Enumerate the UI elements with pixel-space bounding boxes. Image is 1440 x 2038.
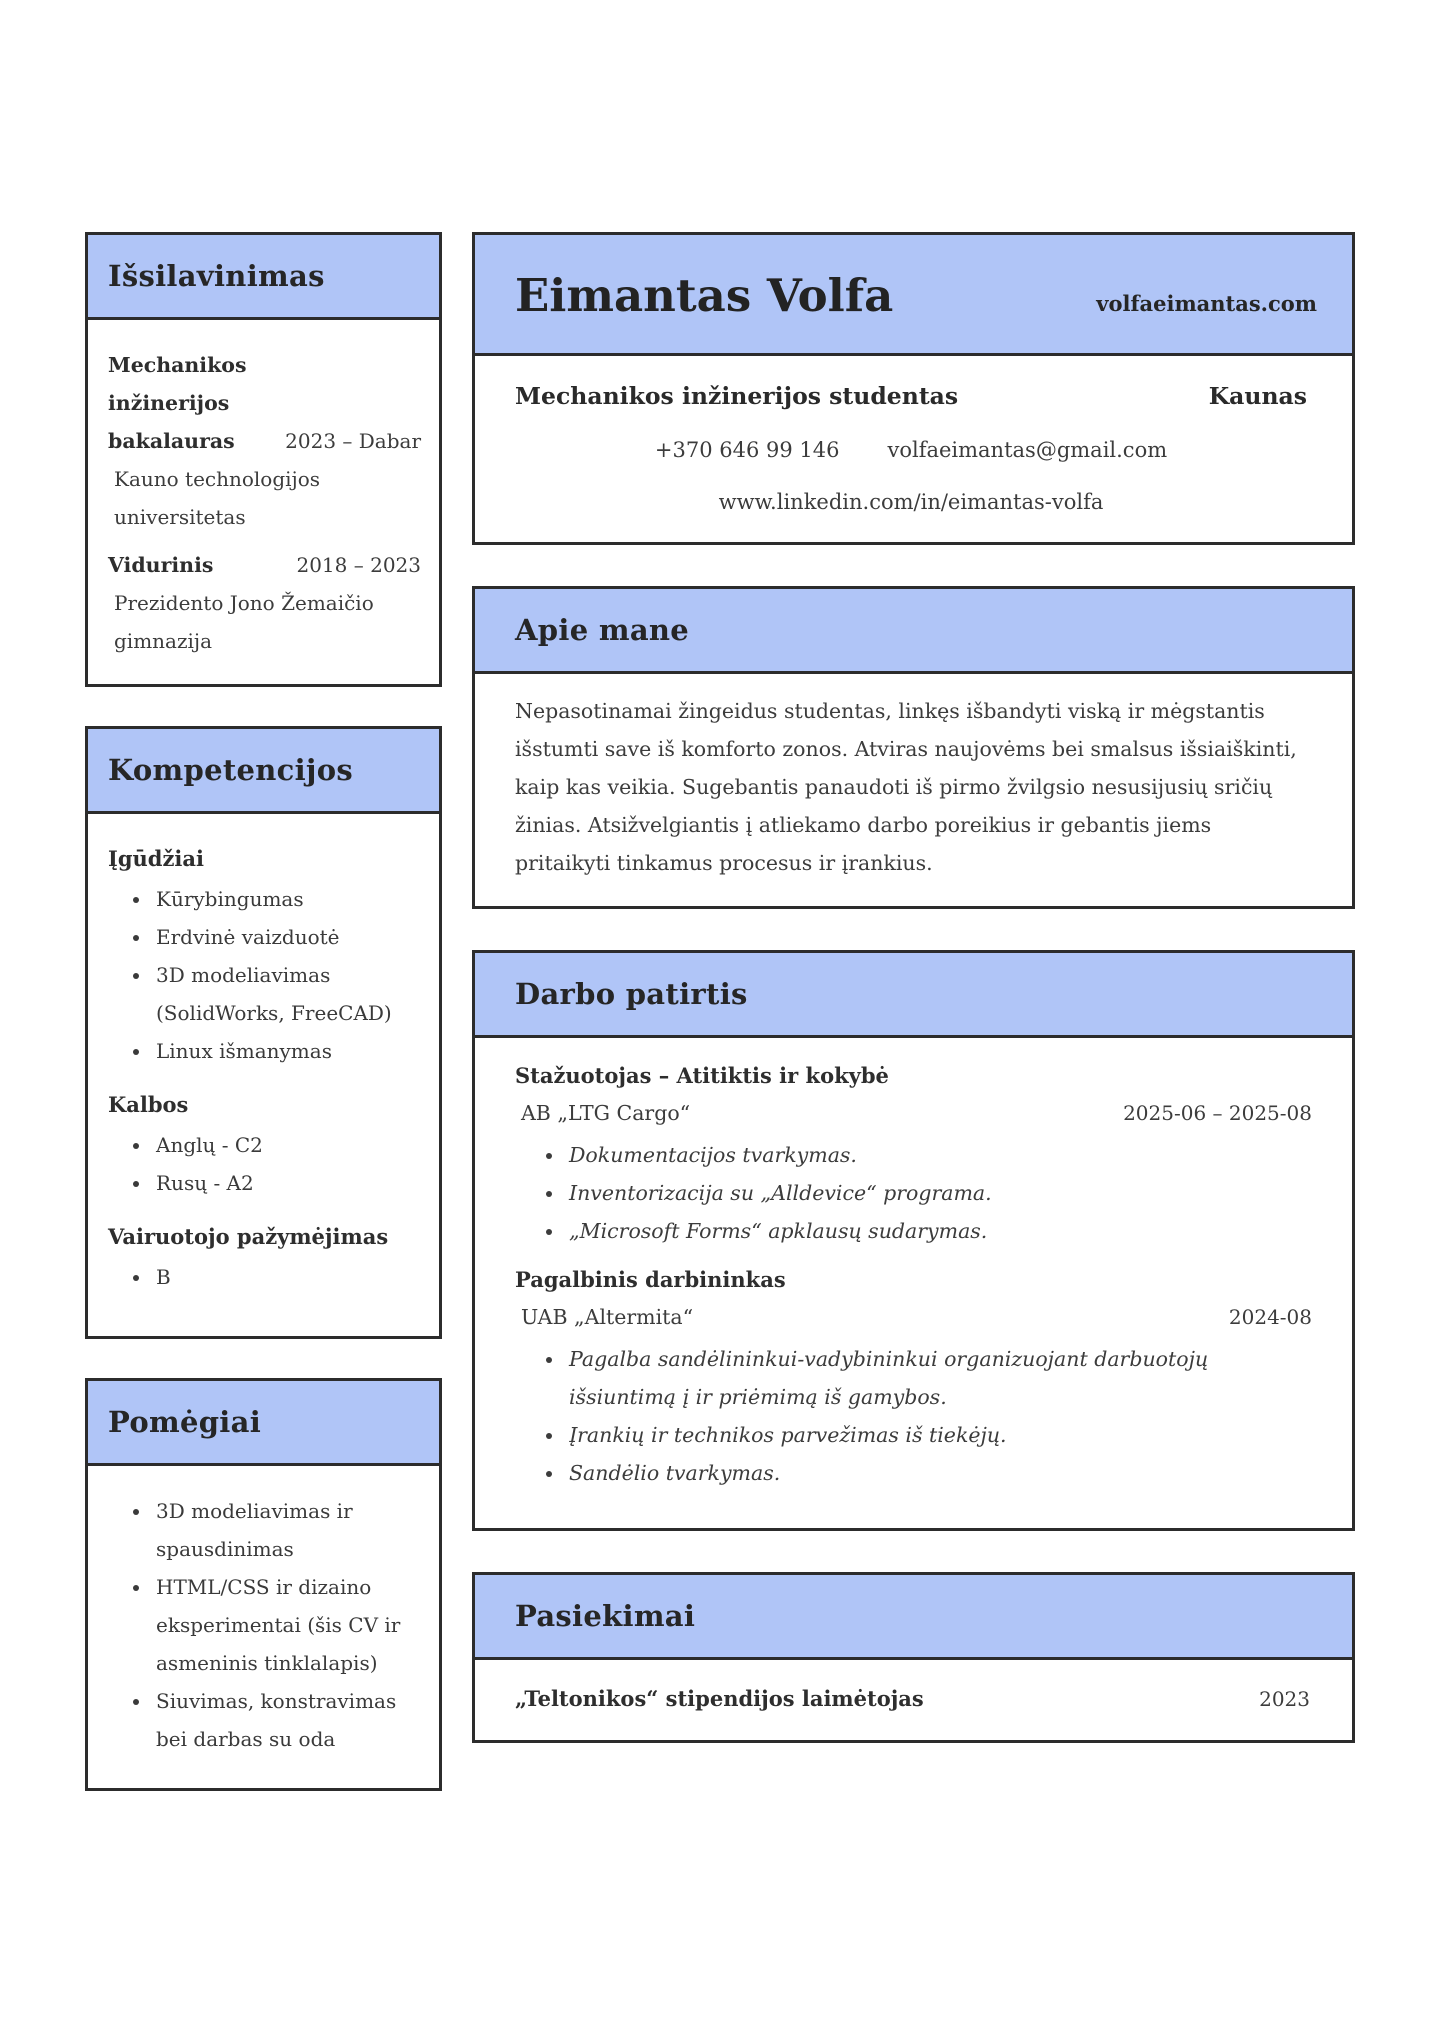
phone-email-row [515,438,1307,462]
job-role: Stažuotojas – Atitiktis ir kokybė [515,1063,889,1088]
competency-item: • Kūrybingumas [152,880,421,918]
experience-title: Darbo patirtis [515,977,748,1011]
competency-group [108,1086,421,1202]
sidebar [85,232,442,1791]
school-name: Kauno technologijos universitetas [114,467,321,529]
job-entry [515,1262,1312,1492]
competencies-title: Kompetencijos [108,753,353,787]
achievements-section [472,1572,1355,1743]
phone-number: +370 646 99 146 [654,438,840,462]
achievements-section-header [475,1575,1352,1660]
competency-item: • Rusų - A2 [152,1164,421,1202]
hobby-list [108,1492,421,1758]
education-section [85,232,442,687]
job-bullet-list [515,1340,1277,1492]
experience-section [472,950,1355,1531]
job-role: Pagalbinis darbininkas [515,1267,786,1292]
job-dates: 2025-06 – 2025-08 [1123,1101,1312,1125]
competencies-section-header [88,729,439,814]
education-dates: 2023 – Dabar [285,429,421,453]
linkedin-url: www.linkedin.com/in/eimantas-volfa [718,490,1104,514]
competency-list [108,1126,421,1202]
experience-body [475,1038,1352,1528]
education-section-header [88,235,439,320]
job-bullet: • Inventorizacija su „Alldevice“ programa. [565,1174,1277,1212]
job-dates: 2024-08 [1228,1305,1312,1329]
competency-item: • Linux išmanymas [152,1032,421,1070]
hobbies-section-header [88,1381,439,1466]
education-entry-row [108,546,421,584]
degree-title: Mechanikos inžinerijos bakalauras [108,353,247,453]
competency-group [108,840,421,1070]
job-bullet: • Sandėlio tvarkymas. [565,1454,1277,1492]
header-section [472,232,1355,545]
email-address: volfaeimantas@gmail.com [887,438,1168,462]
hobby-item: • HTML/CSS ir dizaino eksperimentai (šis CV ir asmeninis tinklalapis) [152,1568,421,1682]
experience-section-header [475,953,1352,1038]
about-section [472,586,1355,909]
competency-group-heading: Vairuotojo pažymėjimas [108,1224,389,1249]
location-text: Kaunas [1208,382,1307,410]
job-bullet: • „Microsoft Forms“ apklausų sudarymas. [565,1212,1277,1250]
achievements-title: Pasiekimai [515,1599,696,1633]
competency-item: • B [152,1258,421,1296]
school-name: Prezidento Jono Žemaičio gimnazija [114,591,374,653]
competency-list [108,880,421,1070]
job-bullet: • Pagalba sandėlininkui-vadybininkui organizuojant darbuotojų išsiuntimą į ir priėmimą iš gamybos. [565,1340,1277,1416]
hobbies-section [85,1378,442,1791]
job-title: Mechanikos inžinerijos studentas [515,382,959,410]
competency-group-heading: Įgūdžiai [108,846,204,871]
company-name: UAB „Altermita“ [521,1305,694,1329]
achievement-row [515,1682,1310,1716]
education-body [88,320,439,684]
education-entry [108,346,421,536]
education-entry-row [108,346,421,460]
achievements-body [475,1660,1352,1740]
education-title: Išsilavinimas [108,259,325,293]
education-dates: 2018 – 2023 [296,553,421,577]
competency-item: • Anglų - C2 [152,1126,421,1164]
competency-item: • 3D modeliavimas (SolidWorks, FreeCAD) [152,956,421,1032]
company-name: AB „LTG Cargo“ [521,1101,691,1125]
about-title: Apie mane [515,613,690,647]
about-text: Nepasotinamai žingeidus studentas, linkęs išbandyti viską ir mėgstantis išstumti save iš komforto zonos. Atviras naujovėms bei smalsus išsiaiškinti, kaip kas veikia. Sugebantis panaudoti iš pirmo žvilgsio nesusijusių sričių žinias. Atsižvelgiantis į atliekamo darbo poreikius ir gebantis jiems pritaikyti tinkamus procesus ir įrankius. [515,699,1297,875]
hobbies-body [88,1466,439,1788]
job-bullet: • Įrankių ir technikos parvežimas iš tiekėjų. [565,1416,1277,1454]
degree-title: Vidurinis [108,553,214,577]
job-company-row [515,1094,1312,1132]
job-company-row [515,1298,1312,1336]
competencies-body [88,814,439,1336]
hobbies-title: Pomėgiai [108,1405,262,1439]
hobby-item: • Siuvimas, konstravimas bei darbas su oda [152,1682,421,1758]
achievement-year: 2023 [1259,1687,1310,1711]
hobby-item: • 3D modeliavimas ir spausdinimas [152,1492,421,1568]
name-banner [475,235,1352,356]
role-row [515,382,1307,410]
competency-list [108,1258,421,1296]
competencies-section [85,726,442,1339]
about-section-header [475,589,1352,674]
main-column [472,232,1355,1743]
education-entry [108,546,421,660]
competency-item: • Erdvinė vaizduotė [152,918,421,956]
contact-block [475,356,1352,542]
job-entry [515,1058,1312,1250]
job-bullet-list [515,1136,1277,1250]
achievement-label: „Teltonikos“ stipendijos laimėtojas [515,1686,924,1711]
website-text: volfaeimantas.com [1096,291,1317,316]
job-bullet: • Dokumentacijos tvarkymas. [565,1136,1277,1174]
competency-group [108,1218,421,1296]
competency-group-heading: Kalbos [108,1092,189,1117]
person-name: Eimantas Volfa [515,269,894,322]
